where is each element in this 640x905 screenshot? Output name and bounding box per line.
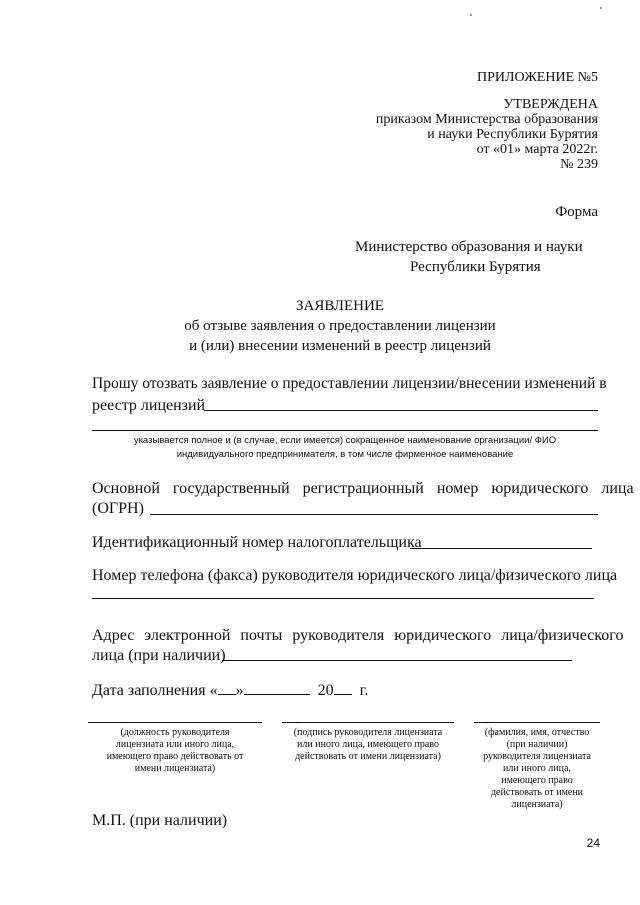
scan-dot [600, 7, 602, 9]
signature-field[interactable] [282, 722, 454, 723]
document-title: ЗАЯВЛЕНИЕ [296, 298, 384, 314]
approval-line: приказом Министерства образования [375, 112, 598, 127]
appendix-label: ПРИЛОЖЕНИЕ №5 [477, 70, 598, 85]
caption-line: (при наличии) [506, 739, 568, 750]
organization-hint: индивидуального предпринимателя, в том числе фирменное наименование [176, 449, 514, 460]
registry-label: реестр лицензий [92, 397, 206, 414]
approval-title: УТВЕРЖДЕНА [503, 97, 598, 112]
caption-line: лицензиата или иного лица, [115, 739, 235, 750]
approval-line: и науки Республики Бурятия [427, 127, 598, 142]
phone-field[interactable] [92, 598, 594, 599]
addressee-line: Министерство образования и науки [355, 239, 583, 255]
request-text: Прошу отозвать заявление о предоставлении лицензии/внесении изменений в [92, 375, 607, 392]
request-text-line2 [92, 395, 205, 417]
email-field[interactable] [222, 660, 572, 661]
addressee-line: Республики Бурятия [410, 259, 541, 275]
caption-line: руководителя лицензиата [483, 751, 591, 762]
date-month-field[interactable] [244, 680, 310, 695]
date-year-field[interactable] [334, 680, 352, 695]
date-year-prefix: 20 [317, 682, 334, 699]
form-label: Форма [555, 204, 598, 220]
caption-line: имеющего право действовать от [106, 751, 244, 762]
caption-line: имени лицензиата) [134, 763, 216, 774]
date-prefix: Дата заполнения « [92, 682, 218, 699]
caption-line: или иного лица, имеющего право [297, 739, 439, 750]
inn-field[interactable] [410, 548, 592, 549]
approval-line: от «01» марта 2022г. [476, 142, 598, 157]
date-day-field[interactable] [218, 680, 236, 695]
position-field[interactable] [88, 722, 262, 723]
full-name-caption [470, 727, 604, 811]
document-subtitle: об отзыве заявления о предоставлении лицензии [184, 318, 496, 334]
caption-line: лицензиата) [511, 799, 563, 810]
caption-line: действовать от имени лицензиата) [295, 751, 441, 762]
caption-line: имеющего право [501, 775, 573, 786]
ogrn-label-line2: (ОГРН) [92, 500, 144, 517]
caption-line: (должность руководителя [120, 727, 230, 738]
organization-hint: указывается полное и (в случае, если имеется) сокращенное наименование организации/ ФИО [133, 435, 557, 446]
caption-line: (фамилия, имя, отчество [484, 727, 590, 738]
document-subtitle: и (или) внесении изменений в реестр лицензий [189, 338, 491, 354]
approval-number: № 239 [560, 157, 598, 172]
email-label-line2: лица (при наличии) [92, 647, 226, 664]
registry-field[interactable] [204, 410, 598, 411]
phone-label: Номер телефона (факса) руководителя юридического лица/физического лица [92, 567, 618, 584]
email-label: Адрес электронной почты руководителя юридического лица/физического [92, 627, 624, 644]
ogrn-field[interactable] [150, 514, 598, 515]
scan-dot [470, 14, 472, 16]
page-number: 24 [586, 836, 600, 850]
caption-line: (подпись руководителя лицензиата [293, 727, 443, 738]
caption-line: или иного лица, [503, 763, 571, 774]
inn-label: Идентификационный номер налогоплательщика [92, 534, 422, 551]
full-name-field[interactable] [474, 722, 600, 723]
stamp-label: М.П. (при наличии) [92, 812, 228, 829]
date-suffix: г. [359, 682, 369, 699]
position-caption [88, 727, 262, 775]
date-row [92, 680, 368, 702]
signature-caption [276, 727, 460, 763]
organization-name-field[interactable] [92, 430, 598, 431]
date-mid: » [235, 682, 244, 699]
ogrn-label: Основной государственный регистрационный номер юридического лица [92, 480, 634, 497]
caption-line: действовать от имени [490, 787, 584, 798]
